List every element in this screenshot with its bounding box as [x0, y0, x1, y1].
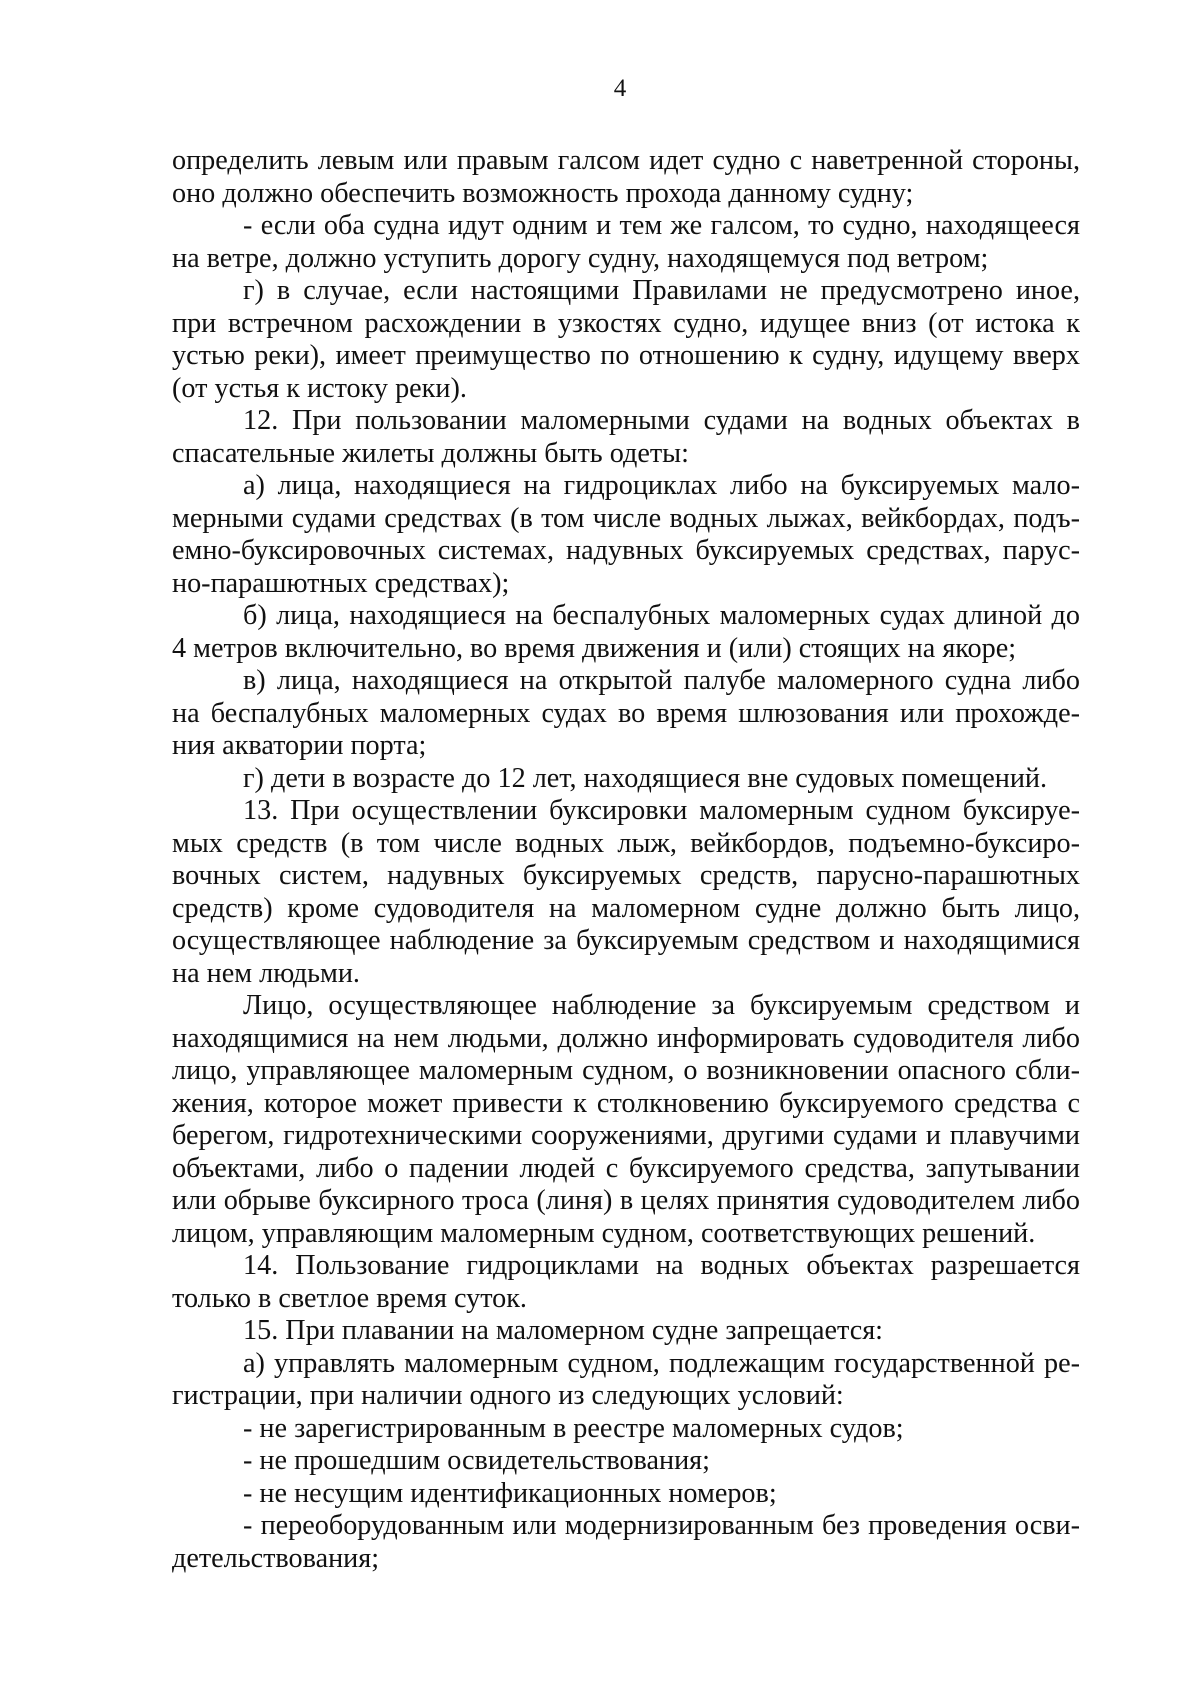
paragraph: а) лица, находящиеся на гидроциклах либо на буксируемых маломерными судами средствах (в том числе водных лыжах, вейкбордах, подъемно-буксировочных системах, надувных буксируемых средствах, парусно-парашютных средствах);: [172, 470, 1080, 599]
paragraph: Лицо, осуществляющее наблюдение за буксируемым средством и находящимися на нем людьми, должно информировать судоводителя либо лицо, управляющее маломерным судном, о возникновении опасного сближения, которое может привести к столкновению буксируемого средства с берегом, гидротехническими сооружениями, другими судами и плавучими объектами, либо о падении людей с буксируемого средства, запутывании или обрыве буксирного троса (линя) в целях принятия судоводителем либо лицом, управляющим маломерным судном, соответствующих решений.: [172, 990, 1080, 1249]
page-number: 4: [613, 75, 627, 102]
paragraph: - не несущим идентификационных номеров;: [243, 1477, 777, 1509]
paragraph: а) управлять маломерным судном, подлежащим государственной регистрации, при наличии одного из следующих условий:: [172, 1347, 1080, 1411]
paragraph: 15. При плавании на маломерном судне запрещается:: [243, 1315, 884, 1346]
paragraph: определить левым или правым галсом идет судно с наветренной стороны, оно должно обеспечить возможность прохода данному судну;: [172, 145, 1080, 209]
paragraph: - не прошедшим освидетельствования;: [243, 1445, 710, 1476]
paragraph: - если оба судна идут одним и тем же галсом, то судно, находящееся на ветре, должно уступить дорогу судну, находящемуся под ветром;: [172, 210, 1080, 274]
document-body: [172, 145, 1080, 1575]
paragraph: г) в случае, если настоящими Правилами не предусмотрено иное, при встречном расхождении в узкостях судно, идущее вниз (от истока к устью реки), имеет преимущество по отношению к судну, идущему вверх (от устья к истоку реки).: [172, 275, 1080, 404]
paragraph: г) дети в возрасте до 12 лет, находящиеся вне судовых помещений.: [243, 762, 1048, 794]
paragraph: в) лица, находящиеся на открытой палубе маломерного судна либо на беспалубных маломерных судах во время шлюзования или прохождения акватории порта;: [172, 665, 1080, 761]
paragraph: 14. Пользование гидроциклами на водных объектах разрешается только в светлое время суток.: [172, 1250, 1080, 1314]
paragraph: 12. При пользовании маломерными судами на водных объектах в спасательные жилеты должны быть одеты:: [172, 405, 1080, 469]
paragraph: - не зарегистрированным в реестре маломерных судов;: [243, 1412, 904, 1444]
paragraph: - переоборудованным или модернизированным без проведения освидетельствования;: [172, 1510, 1080, 1574]
paragraph: б) лица, находящиеся на беспалубных маломерных судах длиной до 4 метров включительно, во время движения и (или) стоящих на якоре;: [172, 600, 1080, 664]
paragraph: 13. При осуществлении буксировки маломерным судном буксируемых средств (в том числе водных лыж, вейкбордов, подъемно-буксировочных систем, надувных буксируемых средств, парусно-парашютных средств) кроме судоводителя на маломерном судне должно быть лицо, осуществляющее наблюдение за буксируемым средством и находящимися на нем людьми.: [172, 795, 1080, 989]
